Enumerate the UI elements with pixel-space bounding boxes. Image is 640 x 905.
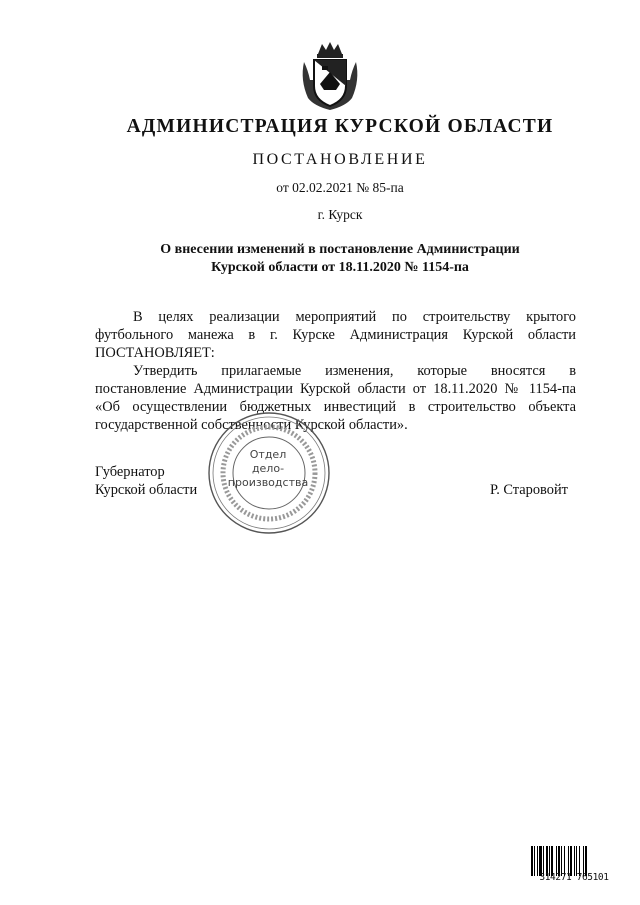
coat-of-arms-icon [300,40,360,112]
stamp-line: производства [227,476,309,489]
paragraph-preamble [95,308,576,362]
date-number: от 02.02.2021 № 85-па [276,180,404,195]
signatory-position [95,463,197,499]
paragraph-line: постановление Администрации Курской области от 18.11.2020 № 1154-па [95,381,576,397]
paragraph-line: ПОСТАНОВЛЯЕТ: [95,345,215,361]
document-type: ПОСТАНОВЛЕНИЕ [252,151,428,168]
subject-line-2: Курской области от 18.11.2020 № 1154-па [211,260,469,275]
paragraph-line: государственной собственности Курской области». [95,417,408,433]
paragraph-line: В целях реализации мероприятий по строительству крытого [133,309,576,325]
stamp-line: дело- [251,462,285,475]
organization-title: АДМИНИСТРАЦИЯ КУРСКОЙ ОБЛАСТИ [126,116,554,137]
paragraph-line: «Об осуществлении бюджетных инвестиций в строительство объекта [95,399,576,415]
city: г. Курск [317,207,363,222]
barcode-digits: 314271 765101 [539,872,609,883]
stamp-text [226,448,310,490]
paragraph-line: Утвердить прилагаемые изменения, которые вносятся в [133,363,576,379]
subject [0,241,640,277]
subject-line-1: О внесении изменений в постановление Администрации [160,242,520,257]
signatory-name: Р. Старовойт [490,482,568,498]
position-line: Курской области [95,482,198,498]
position-line: Губернатор [95,464,165,480]
stamp-line: Отдел [249,448,287,461]
paragraph-line: футбольного манежа в г. Курске Администрация Курской области [95,327,576,343]
paragraph-decision [95,362,576,434]
